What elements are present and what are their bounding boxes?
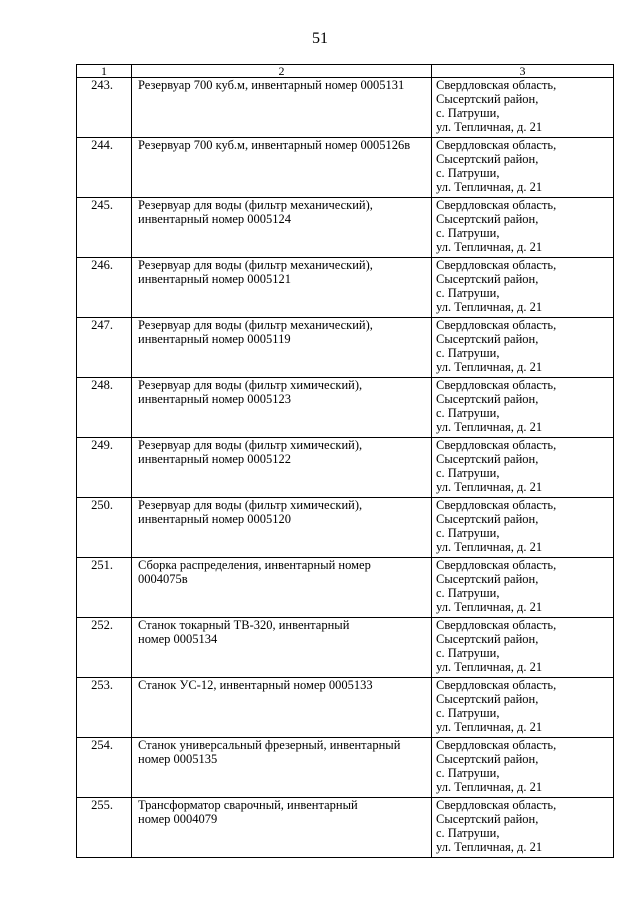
address-cell bbox=[432, 738, 614, 798]
item-name-line: Резервуар 700 куб.м, инвентарный номер 0005131 bbox=[138, 78, 405, 92]
item-name-line: номер 0005134 bbox=[138, 632, 218, 646]
address-line: ул. Тепличная, д. 21 bbox=[436, 120, 543, 134]
table-row bbox=[77, 138, 614, 198]
row-number: 248. bbox=[77, 378, 132, 438]
item-name-line: Трансформатор сварочный, инвентарный bbox=[138, 798, 358, 812]
address-cell bbox=[432, 798, 614, 858]
address-line: ул. Тепличная, д. 21 bbox=[436, 600, 543, 614]
address-line: ул. Тепличная, д. 21 bbox=[436, 360, 543, 374]
item-name-cell bbox=[132, 78, 432, 138]
address-line: с. Патруши, bbox=[436, 646, 500, 660]
address-cell bbox=[432, 198, 614, 258]
address-line: с. Патруши, bbox=[436, 346, 500, 360]
item-name-line: Резервуар для воды (фильтр химический), bbox=[138, 498, 363, 512]
table-row bbox=[77, 738, 614, 798]
table-row bbox=[77, 618, 614, 678]
address-line: с. Патруши, bbox=[436, 586, 500, 600]
item-name-cell bbox=[132, 618, 432, 678]
item-name-line: инвентарный номер 0005124 bbox=[138, 212, 292, 226]
item-name-line: номер 0004079 bbox=[138, 812, 218, 826]
address-line: с. Патруши, bbox=[436, 826, 500, 840]
address-line: ул. Тепличная, д. 21 bbox=[436, 480, 543, 494]
address-cell bbox=[432, 678, 614, 738]
table-row bbox=[77, 438, 614, 498]
table-row bbox=[77, 258, 614, 318]
address-line: ул. Тепличная, д. 21 bbox=[436, 240, 543, 254]
address-line: Свердловская область, bbox=[436, 378, 557, 392]
address-cell bbox=[432, 438, 614, 498]
address-line: Сысертский район, bbox=[436, 212, 539, 226]
address-line: Свердловская область, bbox=[436, 258, 557, 272]
address-line: ул. Тепличная, д. 21 bbox=[436, 780, 543, 794]
address-cell bbox=[432, 138, 614, 198]
address-line: Сысертский район, bbox=[436, 512, 539, 526]
row-number: 247. bbox=[77, 318, 132, 378]
address-line: Сысертский район, bbox=[436, 692, 539, 706]
item-name-line: инвентарный номер 0005119 bbox=[138, 332, 291, 346]
row-number: 245. bbox=[77, 198, 132, 258]
address-line: с. Патруши, bbox=[436, 226, 500, 240]
address-line: Сысертский район, bbox=[436, 392, 539, 406]
item-name-line: Станок токарный ТВ-320, инвентарный bbox=[138, 618, 350, 632]
page-number: 51 bbox=[312, 30, 328, 47]
address-line: ул. Тепличная, д. 21 bbox=[436, 420, 543, 434]
row-number: 255. bbox=[77, 798, 132, 858]
address-line: Свердловская область, bbox=[436, 438, 557, 452]
address-line: с. Патруши, bbox=[436, 466, 500, 480]
table-row bbox=[77, 318, 614, 378]
address-line: Сысертский район, bbox=[436, 752, 539, 766]
row-number: 243. bbox=[77, 78, 132, 138]
address-cell bbox=[432, 78, 614, 138]
row-number: 250. bbox=[77, 498, 132, 558]
row-number: 251. bbox=[77, 558, 132, 618]
row-number: 249. bbox=[77, 438, 132, 498]
address-line: Свердловская область, bbox=[436, 558, 557, 572]
table-row bbox=[77, 798, 614, 858]
address-cell bbox=[432, 558, 614, 618]
address-line: с. Патруши, bbox=[436, 166, 500, 180]
item-name-cell bbox=[132, 258, 432, 318]
address-cell bbox=[432, 258, 614, 318]
address-cell bbox=[432, 378, 614, 438]
address-line: ул. Тепличная, д. 21 bbox=[436, 180, 543, 194]
address-line: Сысертский район, bbox=[436, 572, 539, 586]
table-row bbox=[77, 558, 614, 618]
address-line: Свердловская область, bbox=[436, 798, 557, 812]
item-name-line: номер 0005135 bbox=[138, 752, 218, 766]
column-header-1: 1 bbox=[77, 65, 132, 78]
address-line: ул. Тепличная, д. 21 bbox=[436, 840, 543, 854]
address-cell bbox=[432, 498, 614, 558]
row-number: 253. bbox=[77, 678, 132, 738]
table-row bbox=[77, 198, 614, 258]
item-name-line: инвентарный номер 0005121 bbox=[138, 272, 292, 286]
address-line: Свердловская область, bbox=[436, 318, 557, 332]
item-name-line: Резервуар для воды (фильтр механический), bbox=[138, 198, 373, 212]
item-name-cell bbox=[132, 318, 432, 378]
item-name-cell bbox=[132, 138, 432, 198]
address-line: Свердловская область, bbox=[436, 618, 557, 632]
item-name-cell bbox=[132, 198, 432, 258]
address-line: Сысертский район, bbox=[436, 632, 539, 646]
item-name-line: Сборка распределения, инвентарный номер bbox=[138, 558, 371, 572]
address-line: Свердловская область, bbox=[436, 678, 557, 692]
address-line: с. Патруши, bbox=[436, 406, 500, 420]
item-name-line: инвентарный номер 0005122 bbox=[138, 452, 292, 466]
address-cell bbox=[432, 318, 614, 378]
table-row bbox=[77, 378, 614, 438]
property-table bbox=[76, 64, 614, 858]
address-line: Сысертский район, bbox=[436, 272, 539, 286]
table-row bbox=[77, 678, 614, 738]
address-line: Свердловская область, bbox=[436, 738, 557, 752]
item-name-line: инвентарный номер 0005123 bbox=[138, 392, 292, 406]
item-name-cell bbox=[132, 438, 432, 498]
item-name-line: Резервуар для воды (фильтр химический), bbox=[138, 438, 363, 452]
address-line: ул. Тепличная, д. 21 bbox=[436, 540, 543, 554]
address-cell bbox=[432, 618, 614, 678]
column-header-3: 3 bbox=[432, 65, 614, 78]
address-line: Сысертский район, bbox=[436, 812, 539, 826]
column-header-2: 2 bbox=[132, 65, 432, 78]
item-name-line: Резервуар 700 куб.м, инвентарный номер 0005126в bbox=[138, 138, 411, 152]
table-row bbox=[77, 498, 614, 558]
item-name-cell bbox=[132, 678, 432, 738]
row-number: 252. bbox=[77, 618, 132, 678]
item-name-cell bbox=[132, 498, 432, 558]
item-name-cell bbox=[132, 738, 432, 798]
item-name-line: 0004075в bbox=[138, 572, 188, 586]
address-line: Свердловская область, bbox=[436, 498, 557, 512]
item-name-line: инвентарный номер 0005120 bbox=[138, 512, 292, 526]
address-line: Свердловская область, bbox=[436, 198, 557, 212]
item-name-cell bbox=[132, 798, 432, 858]
address-line: Сысертский район, bbox=[436, 332, 539, 346]
item-name-line: Резервуар для воды (фильтр механический), bbox=[138, 258, 373, 272]
address-line: ул. Тепличная, д. 21 bbox=[436, 660, 543, 674]
item-name-line: Станок универсальный фрезерный, инвентарный bbox=[138, 738, 401, 752]
address-line: с. Патруши, bbox=[436, 526, 500, 540]
row-number: 244. bbox=[77, 138, 132, 198]
item-name-line: Резервуар для воды (фильтр химический), bbox=[138, 378, 363, 392]
address-line: с. Патруши, bbox=[436, 766, 500, 780]
table-header-row bbox=[77, 65, 614, 78]
address-line: с. Патруши, bbox=[436, 706, 500, 720]
table-row bbox=[77, 78, 614, 138]
item-name-line: Резервуар для воды (фильтр механический), bbox=[138, 318, 373, 332]
address-line: с. Патруши, bbox=[436, 106, 500, 120]
address-line: ул. Тепличная, д. 21 bbox=[436, 720, 543, 734]
address-line: Сысертский район, bbox=[436, 92, 539, 106]
address-line: Свердловская область, bbox=[436, 78, 557, 92]
item-name-line: Станок УС-12, инвентарный номер 0005133 bbox=[138, 678, 373, 692]
item-name-cell bbox=[132, 378, 432, 438]
address-line: Сысертский район, bbox=[436, 452, 539, 466]
address-line: с. Патруши, bbox=[436, 286, 500, 300]
row-number: 246. bbox=[77, 258, 132, 318]
item-name-cell bbox=[132, 558, 432, 618]
row-number: 254. bbox=[77, 738, 132, 798]
address-line: Сысертский район, bbox=[436, 152, 539, 166]
address-line: ул. Тепличная, д. 21 bbox=[436, 300, 543, 314]
address-line: Свердловская область, bbox=[436, 138, 557, 152]
